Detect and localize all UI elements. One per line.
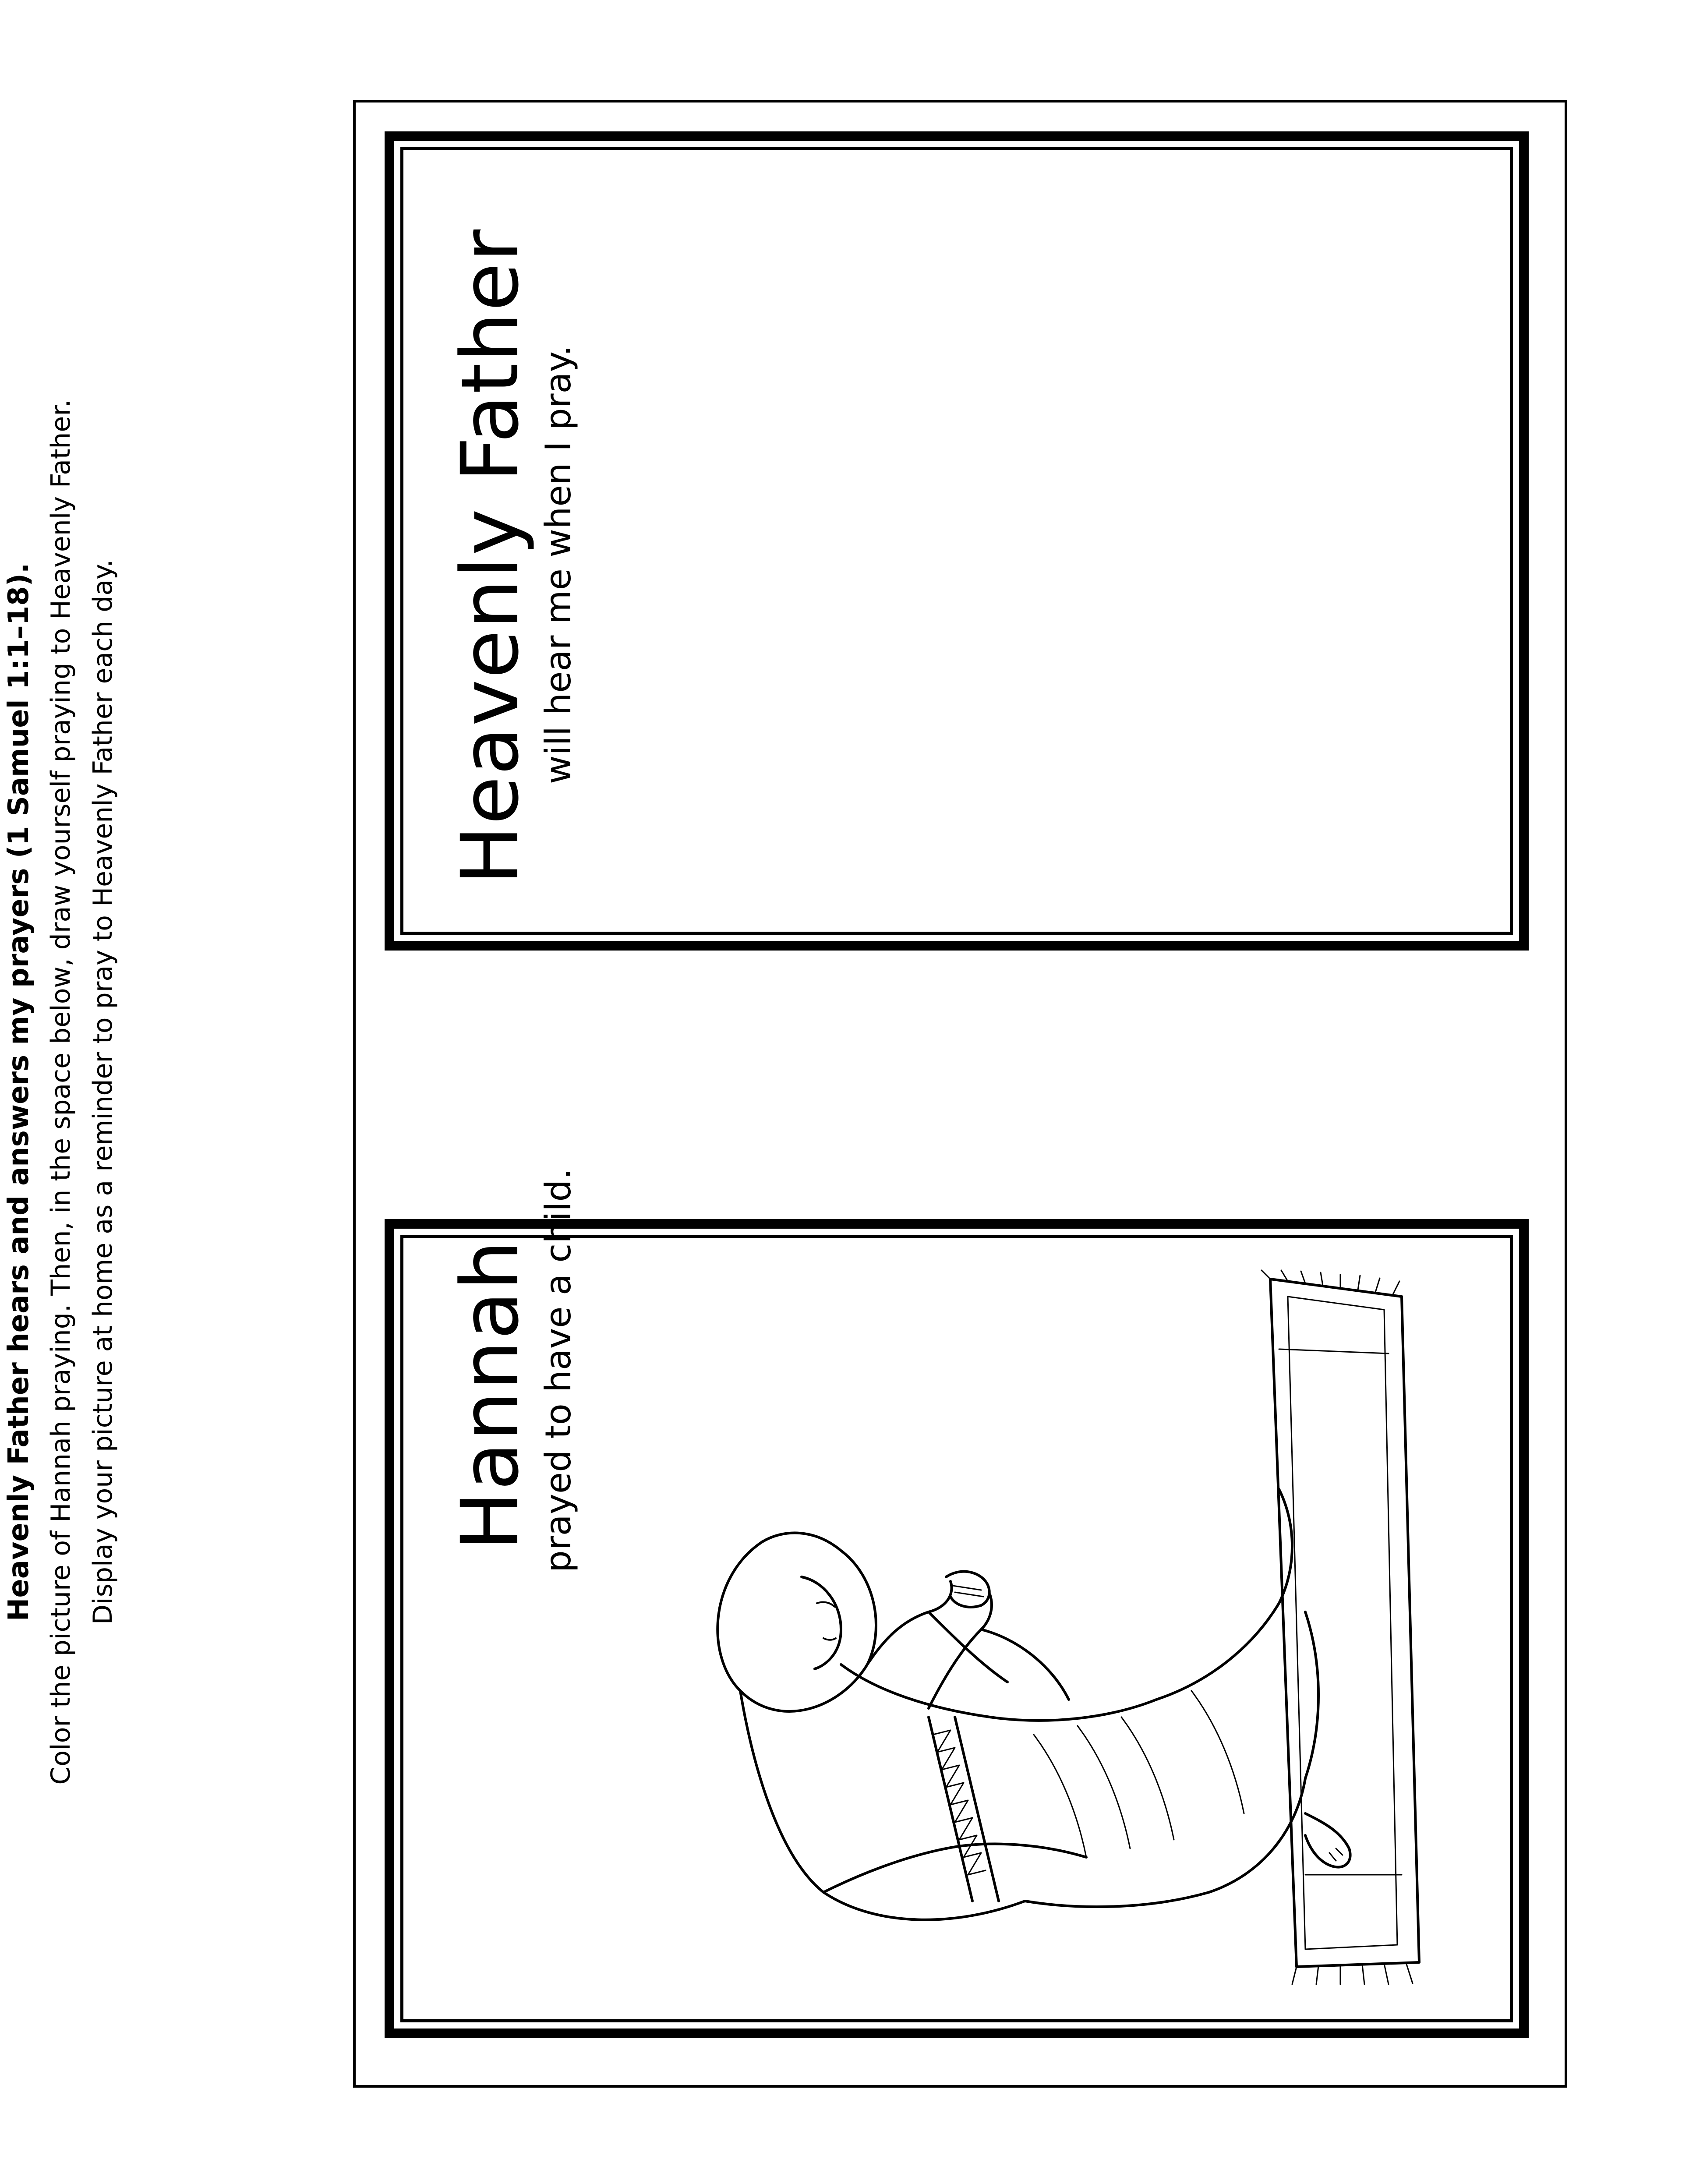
heavenly-father-heading: Heavenly Father xyxy=(445,228,536,885)
instructions-line-1: Color the picture of Hannah praying. Then, in the space below, draw yourself praying to Heavenly Father. xyxy=(46,399,76,1785)
hannah-praying-illustration xyxy=(596,1244,1454,2011)
instructions-line-2: Display your picture at home as a reminder to pray to Heavenly Father each day. xyxy=(88,559,118,1625)
instructions xyxy=(0,304,173,1880)
instructions-title: Heavenly Father hears and answers my prayers (1 Samuel 1:1–18). xyxy=(3,562,35,1622)
hannah-subheading: prayed to have a child. xyxy=(538,1168,579,1573)
hannah-heading: Hannah xyxy=(445,1239,536,1551)
heavenly-father-subheading: will hear me when I pray. xyxy=(538,345,579,784)
